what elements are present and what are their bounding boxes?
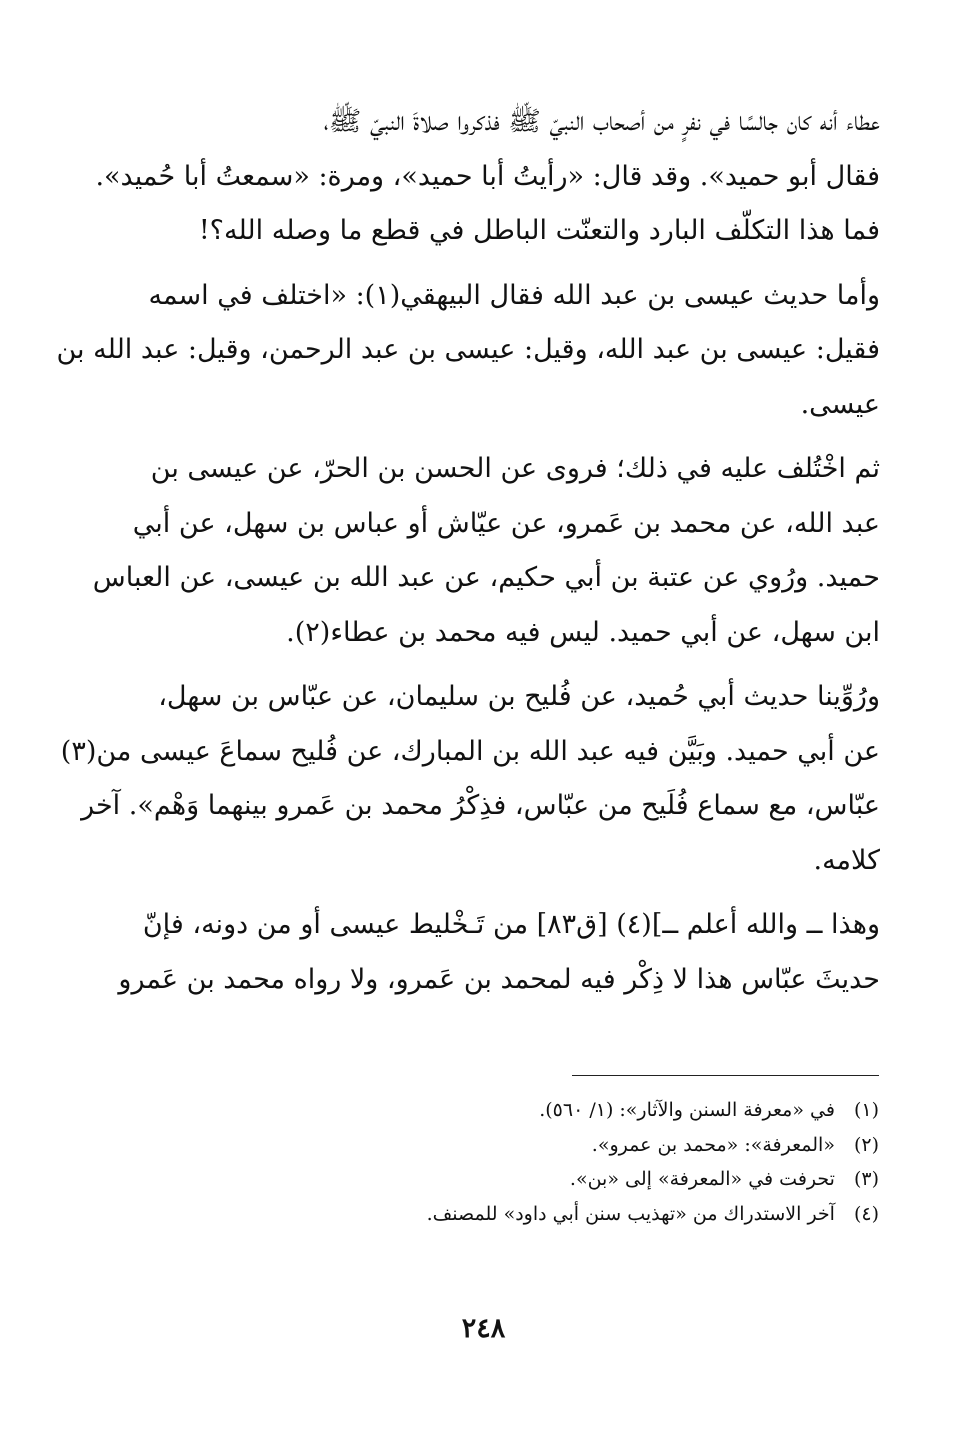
- text-line: كلامه.: [813, 844, 880, 876]
- page-number: ٢٤٨: [461, 1313, 506, 1344]
- footnote-number: (٢): [853, 1133, 879, 1156]
- text-line: عبّاس، مع سماع فُلَيح من عبّاس، فذِكْرُ محمد بن عَمرو بينهما وَهْم». آخر: [81, 790, 880, 821]
- paragraph-1: [62, 95, 880, 259]
- text-line: عبد الله، عن محمد بن عَمرو، عن عيّاش أو عباس بن سهل، عن أبي: [132, 507, 880, 539]
- footnote-1: [179, 1093, 879, 1128]
- footnote-text: في «معرفة السنن والآثار»: (١/ ٥٦٠).: [539, 1099, 835, 1121]
- paragraph-3: [62, 442, 880, 660]
- text-line: حميد. ورُوي عن عتبة بن أبي حكيم، عن عبد الله بن عيسى، عن العباس: [92, 562, 880, 593]
- footnote-text: «المعرفة»: «محمد بن عمرو».: [591, 1133, 835, 1156]
- text-line: فقيل: عيسى بن عبد الله، وقيل: عيسى بن عبد الرحمن، وقيل: عبد الله بن: [56, 334, 880, 365]
- text-line: فقال أبو حميد». وقد قال: «رأيتُ أبا حميد»، ومرة: «سمعتُ أبا حُميد».: [95, 160, 880, 192]
- footnote-4: [179, 1197, 879, 1232]
- footnote-3: [179, 1162, 879, 1197]
- text-line: وأما حديث عيسى بن عبد الله فقال البيهقي(١): «اختلف في اسمه: [148, 279, 880, 311]
- text-line: ورُوِّينا حديث أبي حُميد، عن فُليح بن سليمان، عن عبّاس بن سهل،: [158, 681, 880, 712]
- paragraph-4: [62, 670, 880, 888]
- text-line: ثم اخْتُلف عليه في ذلك؛ فروى عن الحسن بن الحرّ، عن عيسى بن: [150, 453, 880, 484]
- text-line: عطاء أنه كان جالسًا في نفرٍ من أصحاب النبيّ ﷺ فذكروا صلاةَ النبيّ ﷺ،: [323, 106, 880, 137]
- footnote-number: (١): [853, 1099, 879, 1121]
- footnote-text: تحرفت في «المعرفة» إلى «بن».: [569, 1168, 835, 1190]
- footnote-number: (٤): [853, 1202, 879, 1225]
- text-line: عن أبي حميد. وبَيَّن فيه عبد الله بن المبارك، عن فُليح سماعَ عيسى من(٣): [60, 735, 880, 767]
- footnotes: [179, 1093, 879, 1231]
- footnote-2: [179, 1128, 879, 1163]
- paragraph-2: [56, 269, 880, 433]
- footnote-number: (٣): [853, 1168, 879, 1190]
- text-line: وهذا ــ والله أعلم ــ](٤) [ق٨٣] من تَـخْليط عيسى أو من دونه، فإنّ: [142, 909, 880, 940]
- footnote-separator: [572, 1075, 879, 1076]
- text-line: حديثَ عبّاس هذا لا ذِكْر فيه لمحمد بن عَمرو، ولا رواه محمد بن عَمرو: [118, 963, 880, 995]
- paragraph-5: [62, 898, 880, 1007]
- text-line: ابن سهل، عن أبي حميد. ليس فيه محمد بن عطاء(٢).: [286, 616, 880, 648]
- text-line: فما هذا التكلّف البارد والتعنّت الباطل في قطع ما وصله الله؟!: [198, 215, 880, 246]
- text-line: عيسى.: [800, 388, 880, 420]
- footnote-text: آخر الاستدراك من «تهذيب سنن أبي داود» للمصنف.: [426, 1202, 835, 1225]
- main-text: [56, 95, 880, 1017]
